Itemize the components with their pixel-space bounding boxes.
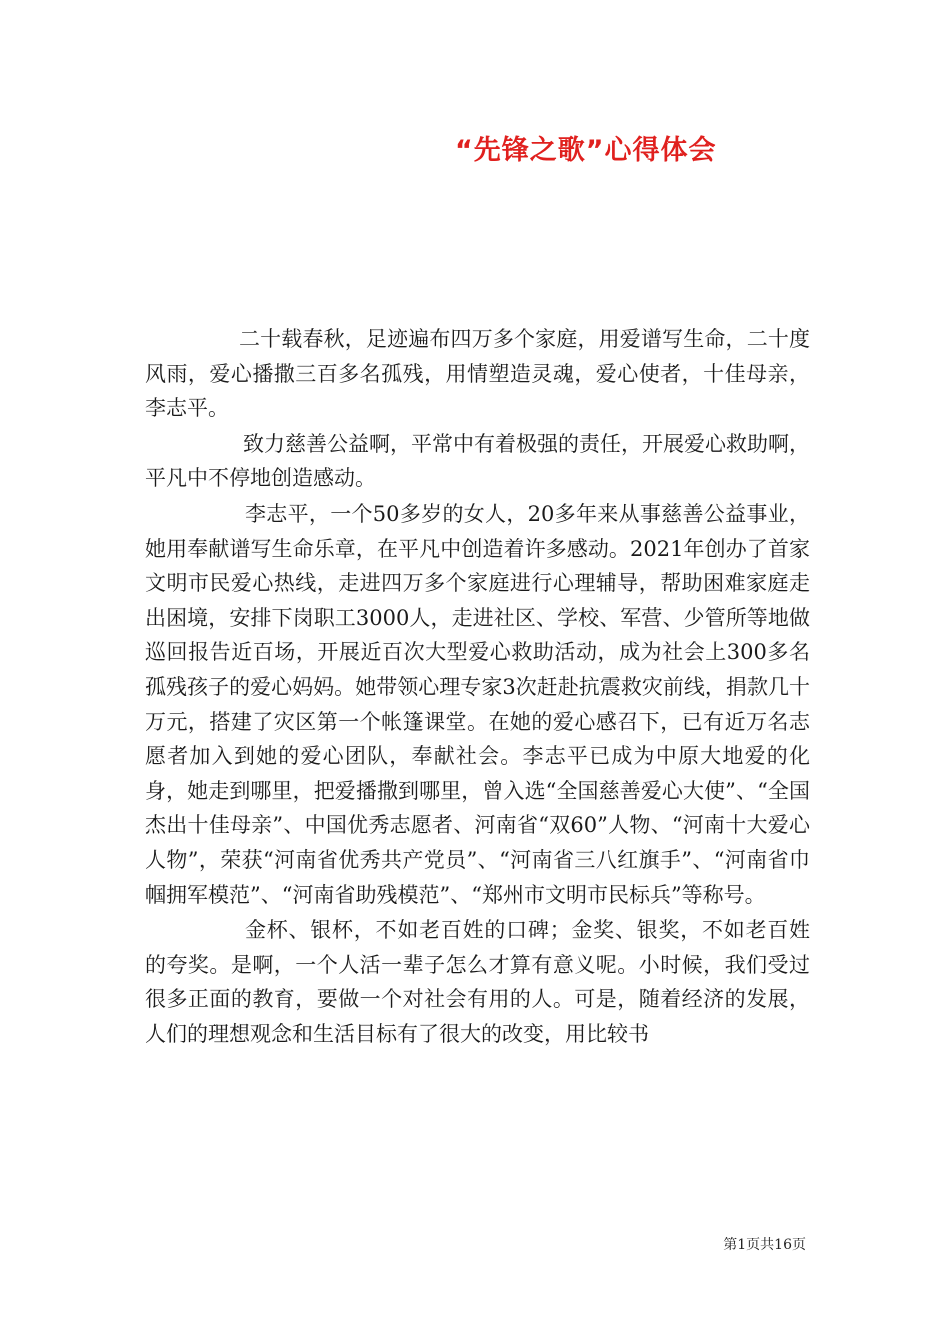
paragraph-2: 致力慈善公益啊，平常中有着极强的责任，开展爱心救助啊，平凡中不停地创造感动。 [145,431,810,491]
document-body [145,322,810,1052]
document-title: “先锋之歌”心得体会 [455,135,717,166]
paragraph-1: 二十载春秋，足迹遍布四万多个家庭，用爱谱写生命，二十度风雨，爱心播撒三百多名孤残，用情塑造灵魂，爱心使者，十佳母亲，李志平。 [145,327,810,421]
paragraph-3: 李志平，一个50多岁的女人，20多年来从事慈善公益事业，她用奉献谱写生命乐章，在平凡中创造着许多感动。2021年创办了首家文明市民爱心热线，走进四万多个家庭进行心理辅导，帮助困难家庭走出困境，安排下岗职工3000人，走进社区、学校、军营、少管所等地做巡回报告近百场，开展近百次大型爱心救助活动，成为社会上300多名孤残孩子的爱心妈妈。她带领心理专家3次赶赴抗震救灾前线，捐款几十万元，搭建了灾区第一个帐篷课堂。在她的爱心感召下，已有近万名志愿者加入到她的爱心团队，奉献社会。李志平已成为中原大地爱的化身，她走到哪里，把爱播撒到哪里，曾入选“全国慈善爱心大使”、“全国杰出十佳母亲”、中国优秀志愿者、河南省“双60”人物、“河南十大爱心人物”，荣获“河南省优秀共产党员”、“河南省三八红旗手”、“河南省巾帼拥军模范”、“河南省助残模范”、“郑州市文明市民标兵”等称号。 [145,501,810,907]
paragraph-4: 金杯、银杯，不如老百姓的口碑；金奖、银奖，不如老百姓的夸奖。是啊，一个人活一辈子怎么才算有意义呢。小时候，我们受过很多正面的教育，要做一个对社会有用的人。可是，随着经济的发展，人们的理想观念和生活目标有了很大的改变，用比较书 [145,918,810,1046]
page-number-footer: 第1页共16页 [723,1237,806,1253]
